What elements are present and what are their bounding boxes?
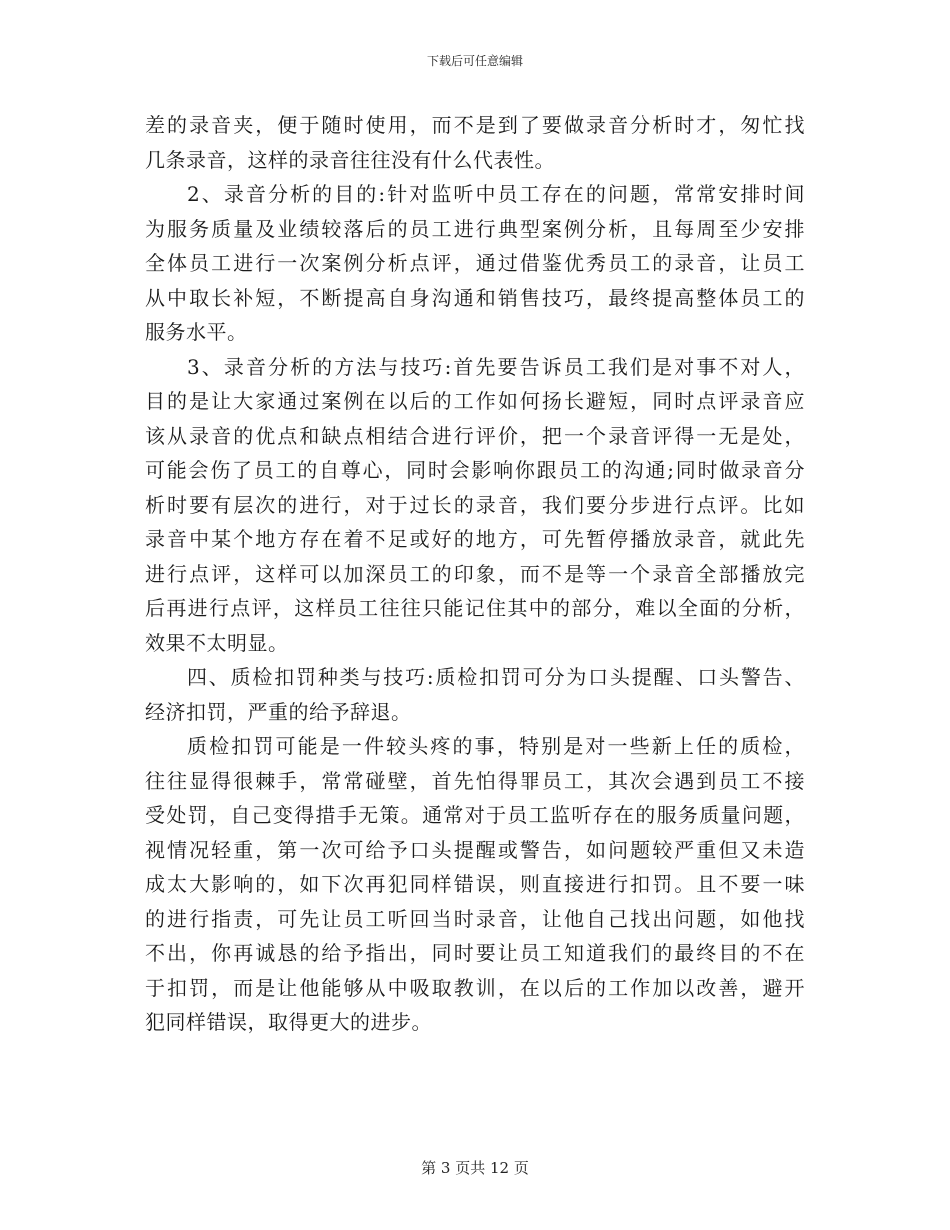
- body-text-line: 效果不太明显。: [145, 630, 289, 655]
- page-footer: 第 3 页共 12 页: [421, 1159, 529, 1177]
- body-text-line: 受处罚，自己变得措手无策。通常对于员工监听存在的服务质量问题，: [145, 803, 805, 827]
- body-text-line: 进行点评，这样可以加深员工的印象，而不是等一个录音全部播放完: [145, 561, 805, 586]
- body-text-line: 析时要有层次的进行，对于过长的录音，我们要分步进行点评。比如: [145, 492, 805, 517]
- page-header: 下载后可任意编辑: [426, 54, 523, 68]
- body-text-line: 为服务质量及业绩较落后的员工进行典型案例分析，且每周至少安排: [145, 216, 805, 241]
- body-text-line: 后再进行点评，这样员工往往只能记住其中的部分，难以全面的分析，: [145, 596, 805, 620]
- body-text-line: 犯同样错误，取得更大的进步。: [145, 1010, 432, 1034]
- body-text-line: 差的录音夹，便于随时使用，而不是到了要做录音分析时才，匆忙找: [145, 113, 805, 137]
- body-text-line: 可能会伤了员工的自尊心，同时会影响你跟员工的沟通;同时做录音分: [145, 458, 805, 482]
- body-text-line: 录音中某个地方存在着不足或好的地方，可先暂停播放录音，就此先: [145, 527, 805, 551]
- body-text-line: 视情况轻重，第一次可给予口头提醒或警告，如问题较严重但又未造: [145, 837, 805, 862]
- body-text-line: 几条录音，这样的录音往往没有什么代表性。: [145, 147, 555, 172]
- body-text-line: 成太大影响的，如下次再犯同样错误，则直接进行扣罚。且不要一味: [145, 872, 805, 896]
- body-text-line: 经济扣罚，严重的给予辞退。: [145, 699, 412, 724]
- body-text-line: 往往显得很棘手，常常碰壁，首先怕得罪员工，其次会遇到员工不接: [145, 768, 805, 793]
- body-text-line: 服务水平。: [145, 320, 248, 344]
- body-text-line: 的进行指责，可先让员工听回当时录音，让他自己找出问题，如他找: [145, 906, 805, 931]
- body-text-line: 2、录音分析的目的:针对监听中员工存在的问题，常常安排时间: [187, 182, 805, 206]
- body-text-line: 质检扣罚可能是一件较头疼的事，特别是对一些新上任的质检，: [187, 734, 805, 758]
- body-text-line: 于扣罚，而是让他能够从中吸取教训，在以后的工作加以改善，避开: [145, 975, 805, 1000]
- body-text-line: 3、录音分析的方法与技巧:首先要告诉员工我们是对事不对人，: [187, 354, 805, 379]
- document-body: [145, 108, 805, 1040]
- body-text-line: 全体员工进行一次案例分析点评，通过借鉴优秀员工的录音，让员工: [145, 251, 805, 275]
- body-text-line: 目的是让大家通过案例在以后的工作如何扬长避短，同时点评录音应: [145, 389, 805, 413]
- body-text-line: 四、质检扣罚种类与技巧:质检扣罚可分为口头提醒、口头警告、: [187, 665, 805, 689]
- body-text-line: 不出，你再诚恳的给予指出，同时要让员工知道我们的最终目的不在: [145, 941, 805, 965]
- body-text-line: 从中取长补短，不断提高自身沟通和销售技巧，最终提高整体员工的: [145, 285, 805, 310]
- body-text-line: 该从录音的优点和缺点相结合进行评价，把一个录音评得一无是处，: [145, 423, 805, 448]
